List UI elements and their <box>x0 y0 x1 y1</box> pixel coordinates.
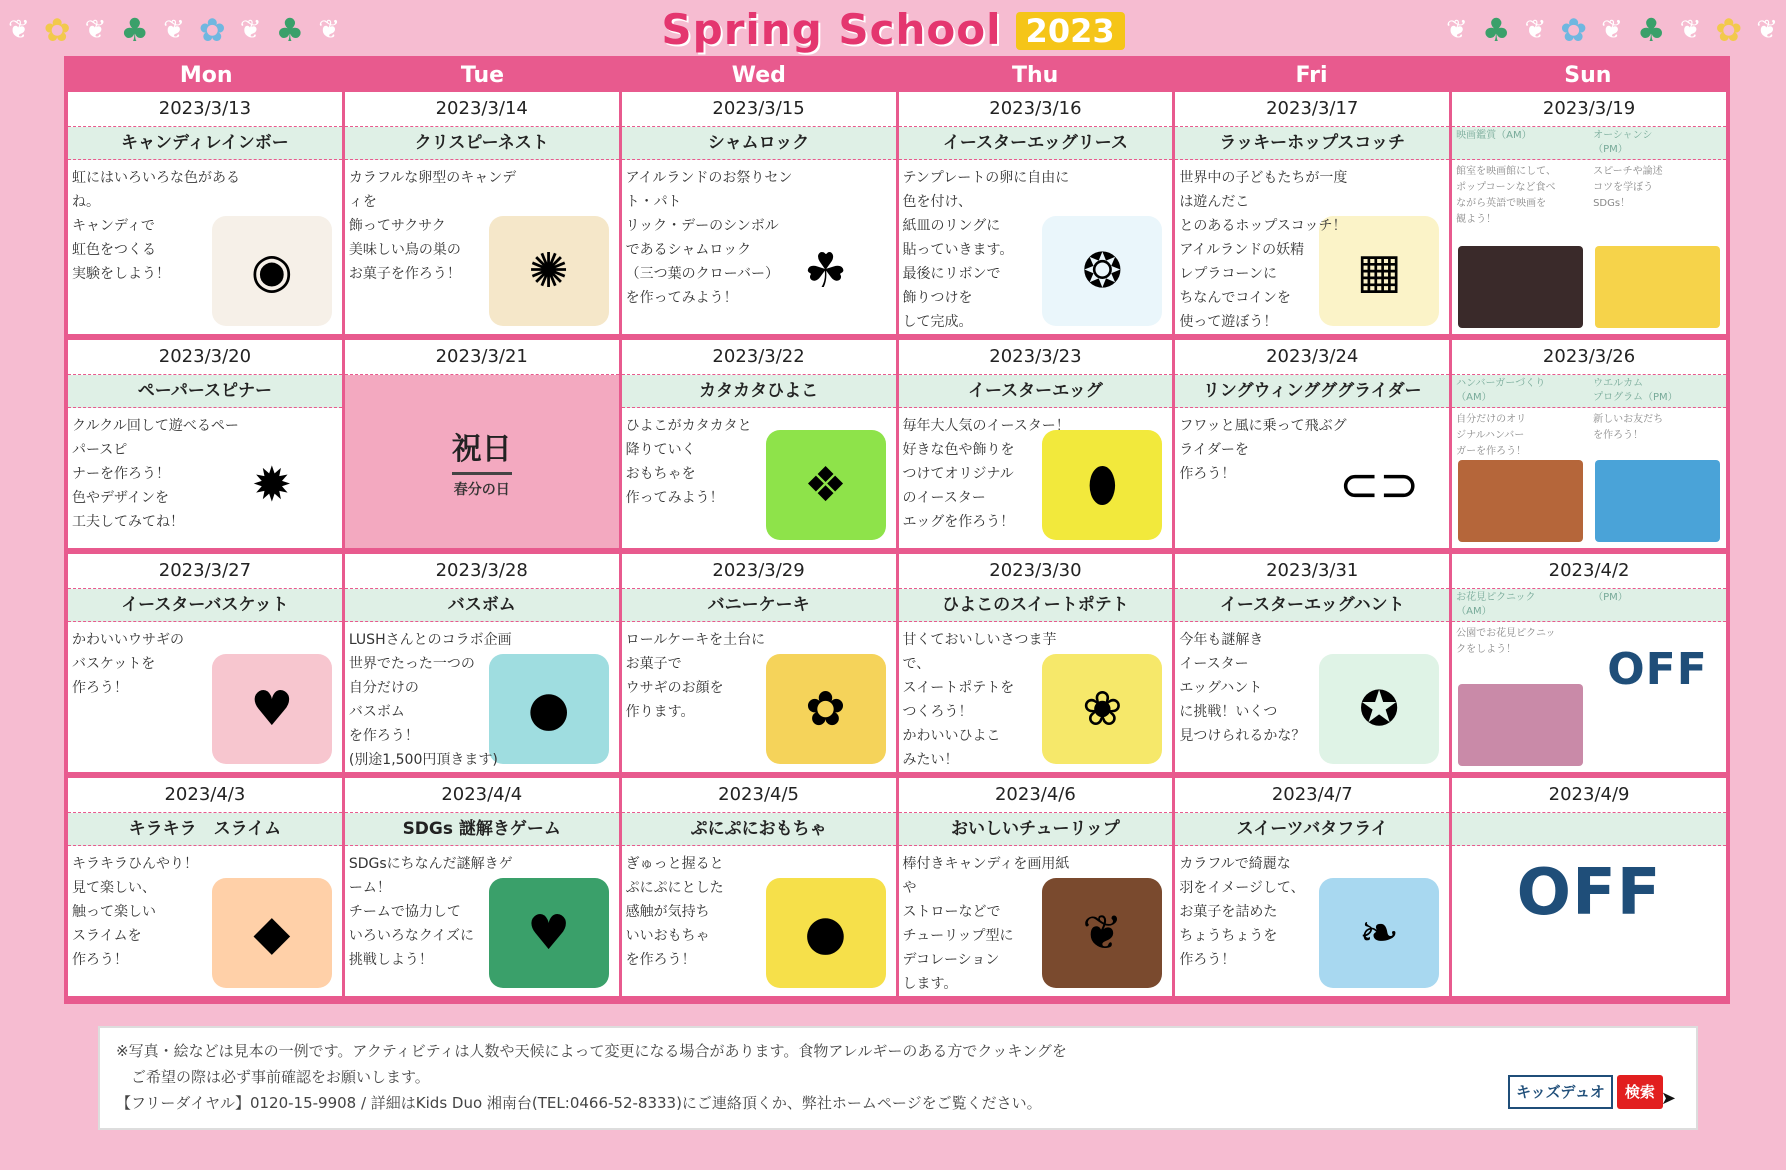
am-session <box>1452 408 1589 548</box>
day-date: 2023/3/28 <box>345 554 619 589</box>
photo-thumbnail <box>1458 460 1583 542</box>
am-session-label: ハンバーガーづくり （AM） <box>1456 378 1546 403</box>
sunday-sessions <box>1452 622 1726 772</box>
photo-thumbnail <box>1458 246 1583 328</box>
weekday-label: Thu <box>1011 63 1059 88</box>
activity-title: ラッキーホップスコッチ <box>1175 127 1449 160</box>
activity-description: カラフルで綺麗な 羽をイメージして、 お菓子を詰めた ちょうちょうを 作ろう！ <box>1179 856 1305 968</box>
day-date: 2023/3/19 <box>1452 92 1726 127</box>
calendar-day-cell <box>68 778 342 996</box>
activity-description: かわいいウサギの バスケットを 作ろう！ <box>72 632 184 696</box>
day-date: 2023/3/27 <box>68 554 342 589</box>
egg-hunt-icon: ✪ <box>1319 654 1439 764</box>
calendar-day-cell <box>1175 340 1449 548</box>
weekday-label: Fri <box>1295 63 1328 88</box>
title-group <box>661 5 1124 54</box>
sunday-session-labels <box>1452 375 1726 408</box>
holiday-label: 祝日 <box>452 424 512 475</box>
flower-icon: ✿ <box>43 11 71 49</box>
day-date: 2023/3/31 <box>1175 554 1449 589</box>
calendar-day-cell <box>1175 554 1449 772</box>
day-date: 2023/3/30 <box>899 554 1173 589</box>
floral-vine-right <box>1446 10 1778 50</box>
weeks-container <box>68 92 1726 996</box>
leaf-icon: ❦ <box>1756 15 1778 45</box>
pm-session-label: ウエルカム プログラム（PM） <box>1593 378 1678 403</box>
am-session-desc: 館室を映画館にして、 ポップコーンなど食べ ながら英語で映画を 観よう！ <box>1456 166 1556 225</box>
am-session-label: 映画鑑賞（AM） <box>1456 130 1532 141</box>
leaf-icon: ❦ <box>163 15 185 45</box>
bunny-cake-icon: ✿ <box>766 654 886 764</box>
bathbomb-icon: ● <box>489 654 609 764</box>
holiday-block <box>345 375 619 548</box>
day-date: 2023/3/24 <box>1175 340 1449 375</box>
pm-session <box>1589 622 1726 772</box>
search-keyword-box[interactable]: キッズデュオ <box>1508 1075 1613 1109</box>
nest-icon: ✺ <box>489 216 609 326</box>
calendar-day-cell <box>345 340 619 548</box>
day-date: 2023/4/4 <box>345 778 619 813</box>
chick-icon: ❖ <box>766 430 886 540</box>
butterfly-icon: ❧ <box>1319 878 1439 988</box>
leaf-icon: ❦ <box>84 15 107 45</box>
off-label: OFF <box>1516 856 1662 930</box>
day-date: 2023/3/14 <box>345 92 619 127</box>
sweet-potato-icon: ❀ <box>1042 654 1162 764</box>
activity-description: 虹にはいろいろな色があるね。 キャンディで 虹色をつくる 実験をしよう！ <box>72 170 240 282</box>
day-date: 2023/3/26 <box>1452 340 1726 375</box>
slime-icon: ◆ <box>212 878 332 988</box>
day-date: 2023/3/29 <box>622 554 896 589</box>
weekday-label: Mon <box>179 63 233 88</box>
activity-description: 世界中の子どもたちが一度は遊んだこ とのあるホップスコッチ！ アイルランドの妖精 レプラコーンに ちなんでコインを 使って遊ぼう！ <box>1179 170 1348 330</box>
flower-icon: ✿ <box>1715 11 1743 49</box>
glider-icon: ⊂⊃ <box>1319 430 1439 540</box>
leaf-icon: ❦ <box>318 15 340 45</box>
activity-title: カタカタひよこ <box>622 375 896 408</box>
activity-description: 今年も謎解き イースター エッグハント に挑戦！いくつ 見つけられるかな？ <box>1179 632 1306 744</box>
calendar-week <box>68 92 1726 334</box>
activity-title: イースターエッグハント <box>1175 589 1449 622</box>
activity-title: イースターエッグリース <box>899 127 1173 160</box>
calendar-day-cell <box>1452 778 1726 996</box>
pm-session-label: （PM） <box>1593 592 1628 603</box>
day-date: 2023/4/5 <box>622 778 896 813</box>
clover-icon: ♣ <box>120 11 150 49</box>
calendar-day-cell <box>1175 778 1449 996</box>
am-session-desc: 自分だけのオリ ジナルハンバー ガーを作ろう！ <box>1456 414 1527 457</box>
activity-title: スイーツバタフライ <box>1175 813 1449 846</box>
leaf-icon: ❦ <box>8 15 30 45</box>
day-date: 2023/4/3 <box>68 778 342 813</box>
tulip-icon: ❦ <box>1042 878 1162 988</box>
activity-title: キラキラ スライム <box>68 813 342 846</box>
calendar-day-cell <box>899 92 1173 334</box>
leaf-icon: ❦ <box>239 15 262 45</box>
calendar-day-cell <box>622 92 896 334</box>
clover-icon: ♣ <box>275 11 305 49</box>
day-date: 2023/3/20 <box>68 340 342 375</box>
calendar-day-cell <box>899 778 1173 996</box>
calendar-day-cell <box>1175 92 1449 334</box>
calendar-week <box>68 340 1726 548</box>
activity-description: クルクル回して遊べるペーパースピ ナーを作ろう！ 色やデザインを 工夫してみてね！ <box>72 418 239 530</box>
calendar-day-cell <box>899 554 1173 772</box>
off-block <box>1452 846 1726 996</box>
am-session <box>1452 622 1589 772</box>
pm-off <box>1589 644 1726 695</box>
activity-description: テンプレートの卵に自由に色を付け、 紙皿のリングに 貼っていきます。 最後にリボンで 飾りつけを して完成。 <box>902 170 1070 330</box>
activity-description: キラキラひんやり！ 見て楽しい、 触って楽しい スライムを 作ろう！ <box>72 856 198 968</box>
flower-icon: ✿ <box>1560 11 1588 49</box>
calendar-day-cell <box>68 554 342 772</box>
day-date: 2023/4/9 <box>1452 778 1726 813</box>
day-date: 2023/3/15 <box>622 92 896 127</box>
leaf-icon: ❦ <box>1446 15 1468 45</box>
earth-icon: ♥ <box>489 878 609 988</box>
calendar-day-cell <box>68 92 342 334</box>
day-date: 2023/3/23 <box>899 340 1173 375</box>
clover-icon: ♣ <box>1481 11 1511 49</box>
weekday-label: Sun <box>1564 63 1612 88</box>
weekday-header <box>68 60 1726 92</box>
pm-session <box>1589 408 1726 548</box>
weekday-label: Tue <box>460 63 505 88</box>
page-header <box>0 0 1786 58</box>
photo-thumbnail <box>1595 460 1720 542</box>
day-date: 2023/3/17 <box>1175 92 1449 127</box>
activity-description: 毎年大人気のイースター！ 好きな色や飾りを つけてオリジナル のイースター エッグを作ろう！ <box>902 418 1070 530</box>
photo-thumbnail <box>1595 246 1720 328</box>
sunday-sessions <box>1452 408 1726 548</box>
activity-description: 甘くておいしいさつま芋で、 スイートポテトを つくろう！ かわいいひよこ みたい！ <box>902 632 1057 768</box>
flower-icon: ✿ <box>198 11 226 49</box>
calendar-day-cell <box>622 554 896 772</box>
pm-session-label: オーシャンシ （PM） <box>1593 130 1653 155</box>
activity-description: 棒付きキャンディを画用紙や ストローなどで チューリップ型に デコレーション します。 <box>902 856 1070 992</box>
clover-icon: ♣ <box>1636 11 1666 49</box>
wreath-icon: ❂ <box>1042 216 1162 326</box>
leaf-icon: ❦ <box>1524 15 1547 45</box>
day-date: 2023/3/16 <box>899 92 1173 127</box>
calendar-day-cell <box>1452 92 1726 334</box>
activity-title: ぷにぷにおもちゃ <box>622 813 896 846</box>
activity-title: イースターバスケット <box>68 589 342 622</box>
footer-note-2: ご希望の際は必ず事前確認をお願いします。 <box>116 1068 430 1086</box>
pm-session-desc: 新しいお友だち を作ろう！ <box>1593 414 1664 441</box>
activity-title: キャンディレインボー <box>68 127 342 160</box>
calendar-day-cell <box>899 340 1173 548</box>
day-date: 2023/4/2 <box>1452 554 1726 589</box>
day-date: 2023/3/13 <box>68 92 342 127</box>
activity-description: アイルランドのお祭りセント・パト リック・デーのシンボル であるシャムロック （三つ葉のクローバー） を作ってみよう！ <box>625 170 793 306</box>
activity-title: クリスピーネスト <box>345 127 619 160</box>
clover-icon: ☘ <box>766 216 886 326</box>
activity-title: リングウィングググライダー <box>1175 375 1449 408</box>
spinner-icon: ✹ <box>212 430 332 540</box>
calendar-day-cell <box>345 778 619 996</box>
activity-description: ひよこがカタカタと 降りていく おもちゃを 作ってみよう！ <box>625 418 752 506</box>
squishy-toy-icon: ● <box>766 878 886 988</box>
calendar-grid <box>64 56 1730 1004</box>
hopscotch-icon: ▦ <box>1319 216 1439 326</box>
am-session-label: お花見ピクニック （AM） <box>1456 592 1536 617</box>
calendar-day-cell <box>345 554 619 772</box>
footer-contact: 【フリーダイヤル】0120-15-9908 / 詳細はKids Duo 湘南台(TEL:0466-52-8333)にご連絡頂くか、弊社ホームページをご覧ください。 <box>116 1094 1042 1112</box>
candy-plate-icon: ◉ <box>212 216 332 326</box>
am-session-desc: 公園でお花見ピクニッ クをしよう！ <box>1456 628 1556 655</box>
activity-description: カラフルな卵型のキャンディを 飾ってサクサク 美味しい鳥の巣の お菓子を作ろう！ <box>348 170 517 282</box>
day-date: 2023/4/7 <box>1175 778 1449 813</box>
activity-description: フワッと風に乗って飛ぶグライダーを 作ろう！ <box>1179 418 1347 482</box>
activity-description: SDGsにちなんだ謎解きゲーム！ チームで協力して いろいろなクイズに 挑戦しよう！ <box>348 856 513 968</box>
calendar-week <box>68 554 1726 772</box>
activity-description: ぎゅっと握ると ぷにぷにとした 感触が気持ち いいおもちゃ を作ろう！ <box>625 856 724 968</box>
activity-description: LUSHさんとのコラボ企画 世界でたった一つの 自分だけの バスボム を作ろう！ (別途1,500円頂きます) <box>348 632 512 768</box>
sunday-sessions <box>1452 160 1726 334</box>
year-badge: 2023 <box>1016 12 1125 50</box>
basket-icon: ♥ <box>212 654 332 764</box>
search-button[interactable]: 検索 <box>1617 1075 1663 1109</box>
activity-title: ひよこのスイートポテト <box>899 589 1173 622</box>
calendar-day-cell <box>622 778 896 996</box>
footer-note-1: ※写真・絵などは見本の一例です。アクティビティは人数や天候によって変更になる場合があります。食物アレルギーのある方でクッキングを <box>116 1042 1067 1060</box>
activity-title: ペーパースピナー <box>68 375 342 408</box>
holiday-name: 春分の日 <box>453 482 510 498</box>
activity-title: イースターエッグ <box>899 375 1173 408</box>
activity-title: SDGs 謎解きゲーム <box>345 813 619 846</box>
activity-title: シャムロック <box>622 127 896 160</box>
leaf-icon: ❦ <box>1601 15 1623 45</box>
off-label: OFF <box>1607 644 1708 695</box>
calendar-week <box>68 778 1726 996</box>
calendar-day-cell <box>345 92 619 334</box>
activity-title <box>1452 813 1726 846</box>
am-session <box>1452 160 1589 334</box>
photo-thumbnail <box>1458 684 1583 766</box>
weekday-label: Wed <box>731 63 786 88</box>
sunday-session-labels <box>1452 127 1726 160</box>
day-date: 2023/4/6 <box>899 778 1173 813</box>
floral-vine-left <box>8 10 340 50</box>
egg-icon: ⬮ <box>1042 430 1162 540</box>
activity-title: おいしいチューリップ <box>899 813 1173 846</box>
footer-notes <box>98 1026 1698 1130</box>
calendar-day-cell <box>622 340 896 548</box>
calendar-day-cell <box>1452 340 1726 548</box>
sunday-session-labels <box>1452 589 1726 622</box>
day-date: 2023/3/22 <box>622 340 896 375</box>
activity-title: バニーケーキ <box>622 589 896 622</box>
pm-session-desc: スピーチや論述 コツを学ぼう SDGs！ <box>1593 166 1663 209</box>
cursor-icon: ➤ <box>1660 1088 1676 1109</box>
day-date: 2023/3/21 <box>345 340 619 375</box>
leaf-icon: ❦ <box>1679 15 1702 45</box>
search-widget <box>1508 1072 1676 1112</box>
page-title: Spring School <box>661 4 1002 54</box>
calendar-day-cell <box>68 340 342 548</box>
activity-title: バスボム <box>345 589 619 622</box>
calendar-day-cell <box>1452 554 1726 772</box>
pm-session <box>1589 160 1726 334</box>
activity-description: ロールケーキを土台に お菓子で ウサギのお顔を 作ります。 <box>625 632 766 720</box>
